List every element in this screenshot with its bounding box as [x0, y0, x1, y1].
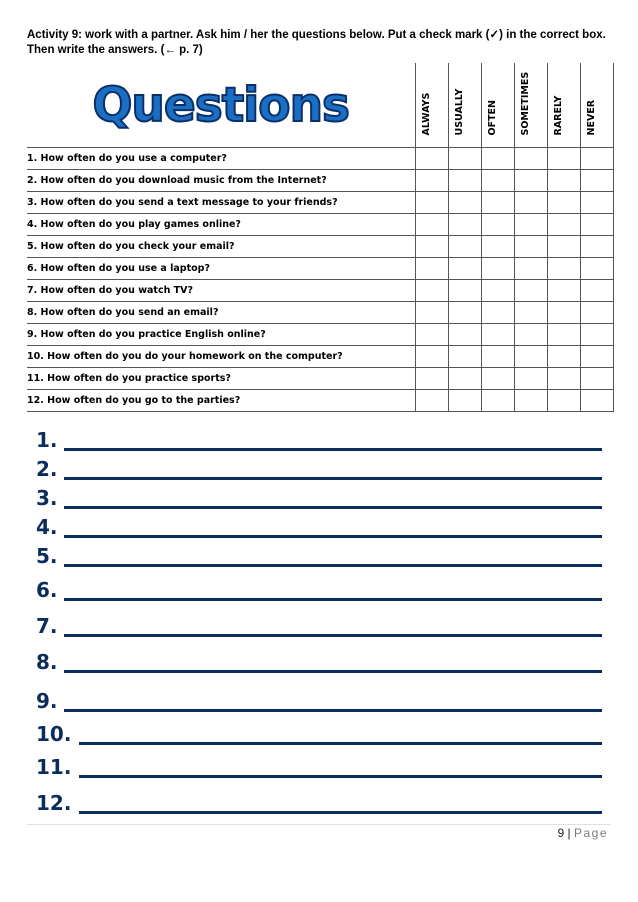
- question-row: [27, 390, 613, 412]
- check-box-often[interactable]: [481, 258, 514, 280]
- frequency-table: [27, 63, 614, 412]
- page-footer: [557, 826, 608, 840]
- check-box-always[interactable]: [415, 302, 448, 324]
- question-text: 12. How often do you go to the parties?: [27, 390, 415, 412]
- answer-row: [36, 511, 606, 541]
- check-box-never[interactable]: [580, 324, 613, 346]
- question-text: 2. How often do you download music from the Internet?: [27, 170, 415, 192]
- check-box-sometimes[interactable]: [514, 280, 547, 302]
- answer-line[interactable]: [64, 564, 602, 567]
- check-box-often[interactable]: [481, 368, 514, 390]
- frequency-header: [415, 63, 448, 148]
- frequency-header-label: OFTEN: [486, 100, 498, 136]
- answer-number: 9.: [36, 689, 58, 713]
- check-box-rarely[interactable]: [547, 170, 580, 192]
- check-box-never[interactable]: [580, 214, 613, 236]
- answer-number: 4.: [36, 515, 58, 539]
- question-row: [27, 302, 613, 324]
- check-box-sometimes[interactable]: [514, 302, 547, 324]
- question-text: 5. How often do you check your email?: [27, 236, 415, 258]
- check-box-rarely[interactable]: [547, 302, 580, 324]
- check-box-always[interactable]: [415, 192, 448, 214]
- check-box-usually[interactable]: [448, 148, 481, 170]
- answer-number: 2.: [36, 457, 58, 481]
- question-row: [27, 236, 613, 258]
- question-text: 9. How often do you practice English online?: [27, 324, 415, 346]
- footer-separator: |: [567, 826, 571, 840]
- check-box-always[interactable]: [415, 148, 448, 170]
- check-box-sometimes[interactable]: [514, 390, 547, 412]
- frequency-header: [547, 63, 580, 148]
- check-box-often[interactable]: [481, 170, 514, 192]
- answer-row: [36, 751, 606, 781]
- check-box-rarely[interactable]: [547, 258, 580, 280]
- question-row: [27, 148, 613, 170]
- answer-row: [36, 787, 606, 817]
- answer-row: [36, 718, 606, 748]
- question-row: [27, 346, 613, 368]
- answer-row: [36, 540, 606, 570]
- check-box-always[interactable]: [415, 236, 448, 258]
- answer-number: 5.: [36, 544, 58, 568]
- question-row: [27, 214, 613, 236]
- instructions-line-1: Activity 9: work with a partner. Ask him / her the questions below. Put a check mark (✓) in the correct box.: [27, 29, 606, 41]
- frequency-header-label: USUALLY: [453, 88, 465, 136]
- page-title: Questions: [92, 77, 350, 133]
- check-box-usually[interactable]: [448, 214, 481, 236]
- check-box-usually[interactable]: [448, 390, 481, 412]
- answer-row: [36, 424, 606, 454]
- check-box-always[interactable]: [415, 324, 448, 346]
- check-box-usually[interactable]: [448, 368, 481, 390]
- check-box-usually[interactable]: [448, 192, 481, 214]
- check-box-often[interactable]: [481, 346, 514, 368]
- check-box-always[interactable]: [415, 280, 448, 302]
- check-box-never[interactable]: [580, 258, 613, 280]
- answer-row: [36, 610, 606, 640]
- check-box-often[interactable]: [481, 148, 514, 170]
- check-box-often[interactable]: [481, 390, 514, 412]
- answer-number: 1.: [36, 428, 58, 452]
- check-box-never[interactable]: [580, 280, 613, 302]
- check-box-rarely[interactable]: [547, 192, 580, 214]
- answer-row: [36, 482, 606, 512]
- check-box-often[interactable]: [481, 236, 514, 258]
- check-box-sometimes[interactable]: [514, 148, 547, 170]
- frequency-header: [448, 63, 481, 148]
- question-text: 10. How often do you do your homework on the computer?: [27, 346, 415, 368]
- frequency-header: [481, 63, 514, 148]
- footer-divider: [27, 824, 611, 825]
- answer-number: 7.: [36, 614, 58, 638]
- check-box-often[interactable]: [481, 280, 514, 302]
- check-box-usually[interactable]: [448, 302, 481, 324]
- answer-row: [36, 574, 606, 604]
- page-word: Page: [573, 826, 608, 840]
- answer-row: [36, 646, 606, 676]
- answer-number: 12.: [36, 791, 72, 815]
- check-box-never[interactable]: [580, 236, 613, 258]
- frequency-header-label: SOMETIMES: [519, 71, 531, 136]
- answer-line[interactable]: [64, 506, 602, 509]
- answer-row: [36, 453, 606, 483]
- check-box-never[interactable]: [580, 170, 613, 192]
- answer-row: [36, 685, 606, 715]
- check-box-always[interactable]: [415, 214, 448, 236]
- check-box-sometimes[interactable]: [514, 214, 547, 236]
- check-box-always[interactable]: [415, 368, 448, 390]
- question-row: [27, 368, 613, 390]
- question-row: [27, 258, 613, 280]
- check-box-rarely[interactable]: [547, 368, 580, 390]
- answer-line[interactable]: [79, 775, 602, 778]
- check-box-often[interactable]: [481, 324, 514, 346]
- check-box-never[interactable]: [580, 148, 613, 170]
- frequency-header-label: NEVER: [585, 99, 597, 136]
- answer-number: 3.: [36, 486, 58, 510]
- check-box-always[interactable]: [415, 346, 448, 368]
- answer-line[interactable]: [64, 535, 602, 538]
- question-text: 8. How often do you send an email?: [27, 302, 415, 324]
- check-box-often[interactable]: [481, 214, 514, 236]
- answer-line[interactable]: [64, 634, 602, 637]
- instructions: [27, 28, 617, 58]
- answer-line[interactable]: [79, 742, 602, 745]
- answer-number: 11.: [36, 755, 72, 779]
- answer-number: 10.: [36, 722, 72, 746]
- instructions-line-2: Then write the answers. (← p. 7): [27, 44, 203, 56]
- check-box-sometimes[interactable]: [514, 346, 547, 368]
- check-box-rarely[interactable]: [547, 346, 580, 368]
- check-box-rarely[interactable]: [547, 236, 580, 258]
- check-box-never[interactable]: [580, 390, 613, 412]
- answer-line[interactable]: [64, 448, 602, 451]
- answer-line[interactable]: [64, 709, 602, 712]
- question-text: 7. How often do you watch TV?: [27, 280, 415, 302]
- frequency-header: [514, 63, 547, 148]
- question-text: 4. How often do you play games online?: [27, 214, 415, 236]
- question-text: 11. How often do you practice sports?: [27, 368, 415, 390]
- check-box-often[interactable]: [481, 302, 514, 324]
- question-row: [27, 280, 613, 302]
- check-box-rarely[interactable]: [547, 214, 580, 236]
- question-text: 1. How often do you use a computer?: [27, 148, 415, 170]
- check-box-rarely[interactable]: [547, 148, 580, 170]
- answer-line[interactable]: [79, 811, 602, 814]
- page-number: 9: [557, 826, 565, 840]
- check-box-sometimes[interactable]: [514, 192, 547, 214]
- question-row: [27, 192, 613, 214]
- question-row: [27, 170, 613, 192]
- check-box-usually[interactable]: [448, 236, 481, 258]
- question-text: 6. How often do you use a laptop?: [27, 258, 415, 280]
- check-box-never[interactable]: [580, 302, 613, 324]
- answer-line[interactable]: [64, 598, 602, 601]
- check-box-rarely[interactable]: [547, 280, 580, 302]
- frequency-header: [580, 63, 613, 148]
- check-box-always[interactable]: [415, 170, 448, 192]
- answer-line[interactable]: [64, 477, 602, 480]
- check-box-sometimes[interactable]: [514, 236, 547, 258]
- check-box-never[interactable]: [580, 346, 613, 368]
- check-box-usually[interactable]: [448, 170, 481, 192]
- check-box-always[interactable]: [415, 390, 448, 412]
- check-box-always[interactable]: [415, 258, 448, 280]
- check-box-usually[interactable]: [448, 346, 481, 368]
- check-box-never[interactable]: [580, 192, 613, 214]
- answer-number: 6.: [36, 578, 58, 602]
- check-box-never[interactable]: [580, 368, 613, 390]
- check-box-usually[interactable]: [448, 324, 481, 346]
- check-box-often[interactable]: [481, 192, 514, 214]
- check-box-usually[interactable]: [448, 280, 481, 302]
- check-box-rarely[interactable]: [547, 390, 580, 412]
- check-box-sometimes[interactable]: [514, 258, 547, 280]
- frequency-header-label: RARELY: [552, 95, 564, 136]
- check-box-usually[interactable]: [448, 258, 481, 280]
- check-box-sometimes[interactable]: [514, 368, 547, 390]
- check-box-sometimes[interactable]: [514, 324, 547, 346]
- question-row: [27, 324, 613, 346]
- question-text: 3. How often do you send a text message to your friends?: [27, 192, 415, 214]
- frequency-header-label: ALWAYS: [420, 92, 432, 136]
- check-box-sometimes[interactable]: [514, 170, 547, 192]
- check-box-rarely[interactable]: [547, 324, 580, 346]
- title-cell: [27, 63, 415, 148]
- answer-number: 8.: [36, 650, 58, 674]
- answer-line[interactable]: [64, 670, 602, 673]
